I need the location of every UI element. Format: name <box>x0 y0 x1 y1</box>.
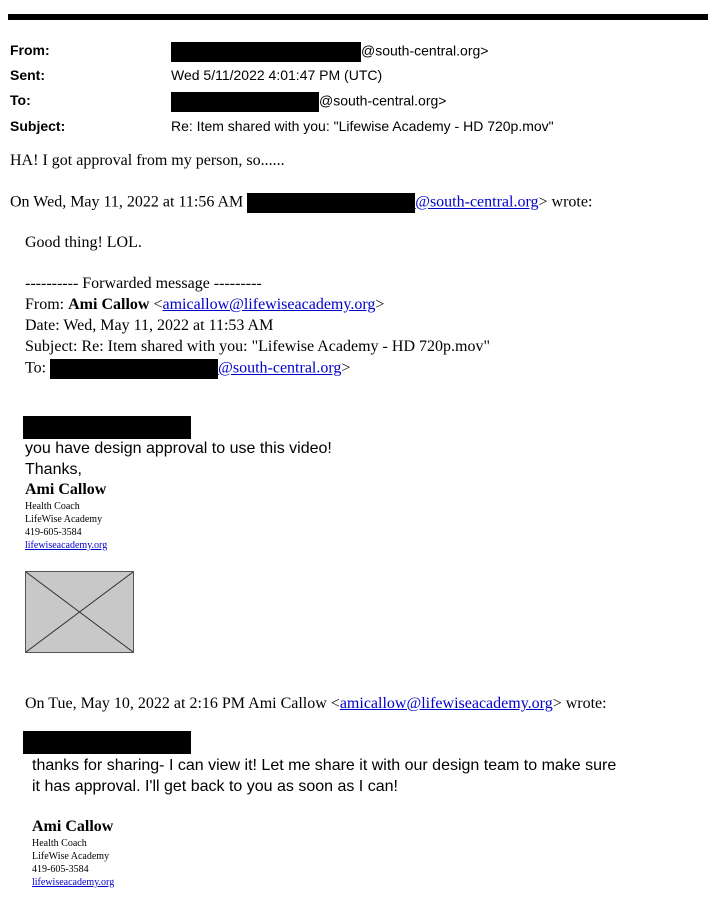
to-domain: @south-central.org> <box>319 92 447 109</box>
signature-org: LifeWise Academy <box>32 851 110 862</box>
forward-subject-line: Subject: Re: Item shared with you: "Lifewise Academy - HD 720p.mov" <box>25 338 490 355</box>
sender-email-link[interactable]: amicallow@lifewiseacademy.org <box>162 296 376 313</box>
to-value <box>171 92 446 112</box>
from-domain: @south-central.org> <box>361 42 489 59</box>
from-value <box>171 42 488 62</box>
sent-value: Wed 5/11/2022 4:01:47 PM (UTC) <box>171 67 383 83</box>
to-label: To: <box>10 92 31 108</box>
sender-email-link[interactable]: amicallow@lifewiseacademy.org <box>339 695 553 712</box>
redaction-box <box>50 359 218 379</box>
signature-title: Health Coach <box>25 501 80 512</box>
message-body: it has approval. I'll get back to you as soon as I can! <box>32 778 398 795</box>
bracket-close: > <box>375 296 385 313</box>
redaction-box <box>23 731 191 754</box>
quote-attribution <box>25 695 607 713</box>
quote-prefix: On Wed, May 11, 2022 at 11:56 AM <box>10 193 244 211</box>
signature-name: Ami Callow <box>32 818 114 835</box>
redaction-box <box>23 416 191 439</box>
top-rule <box>8 14 708 20</box>
forwarded-marker: ---------- Forwarded message --------- <box>25 275 262 292</box>
broken-image-placeholder <box>25 571 134 653</box>
redaction-box <box>171 92 319 112</box>
quote-suffix: > wrote: <box>538 193 593 211</box>
message-body: HA! I got approval from my person, so...... <box>10 152 285 169</box>
forward-date-line: Date: Wed, May 11, 2022 at 11:53 AM <box>25 317 274 334</box>
signature-phone: 419-605-3584 <box>25 527 82 538</box>
image-placeholder-icon <box>26 572 133 652</box>
signature-name: Ami Callow <box>25 481 107 498</box>
message-body: thanks for sharing- I can view it! Let me share it with our design team to make sure <box>32 757 617 774</box>
signature-title: Health Coach <box>32 838 87 849</box>
sender-name: Ami Callow <box>68 296 150 313</box>
subject-value: Re: Item shared with you: "Lifewise Academy - HD 720p.mov" <box>171 118 554 134</box>
message-body: you have design approval to use this video! <box>25 440 332 457</box>
forward-to-line <box>25 359 350 379</box>
bracket-open: < <box>153 296 163 313</box>
subject-label: Subject: <box>10 118 66 134</box>
quote-suffix: > wrote: <box>552 695 607 712</box>
signature-phone: 419-605-3584 <box>32 864 89 875</box>
recipient-email-link[interactable]: @south-central.org <box>218 359 342 377</box>
signature-website-link[interactable]: lifewiseacademy.org <box>25 540 108 551</box>
message-body: Good thing! LOL. <box>25 234 142 251</box>
sent-label: Sent: <box>10 67 45 83</box>
email-link[interactable]: @south-central.org <box>415 193 539 211</box>
forward-to-label: To: <box>25 359 47 377</box>
quote-attribution <box>10 193 592 213</box>
bracket-close: > <box>341 359 351 377</box>
signature-website-link[interactable]: lifewiseacademy.org <box>32 877 115 888</box>
message-body: Thanks, <box>25 461 82 478</box>
forward-from-label: From: <box>25 296 65 313</box>
redaction-box <box>171 42 361 62</box>
quote-prefix: On Tue, May 10, 2022 at 2:16 PM Ami Callow < <box>25 695 340 712</box>
forward-from-line <box>25 296 384 314</box>
redaction-box <box>247 193 415 213</box>
from-label: From: <box>10 42 50 58</box>
signature-org: LifeWise Academy <box>25 514 103 525</box>
